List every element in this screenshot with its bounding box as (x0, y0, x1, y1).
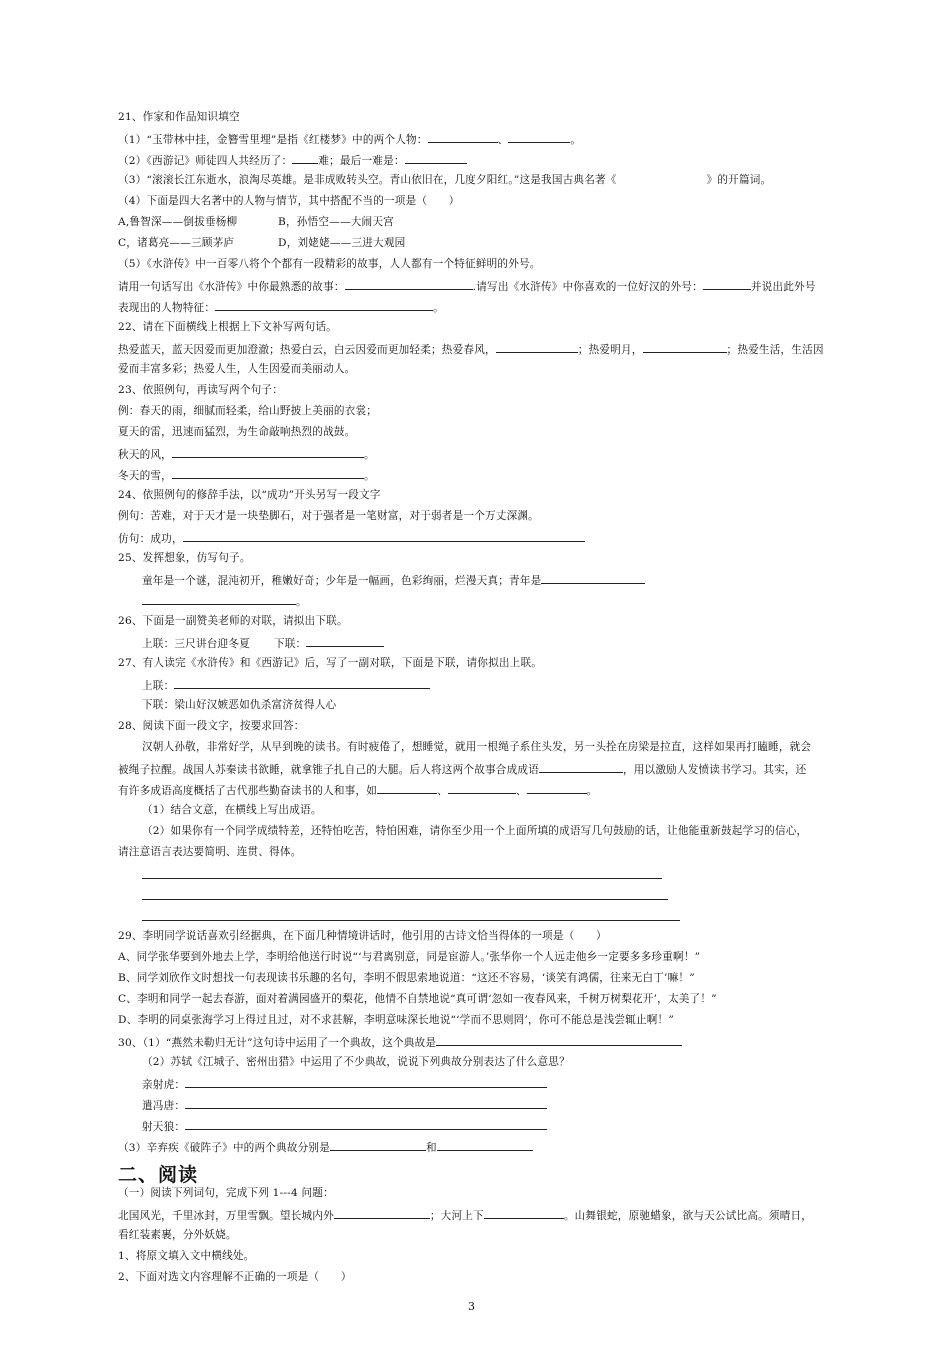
q29-option-c: C、李明和同学一起去春游，面对着满园盛开的梨花，他情不自禁地说“真可谓‘忽如一夜春风来，千树万树梨花开’，太美了！” (118, 993, 717, 1005)
q30-part2: （2）苏轼《江城子、密州出猎》中运用了不少典故，说说下列典故分别表达了什么意思？ (142, 1056, 570, 1068)
reading-line2: 看红装素裹，分外妖娆。 (118, 1229, 237, 1241)
q23-winter: 冬天的雪， 。 (118, 467, 375, 483)
q22-line1: 热爱蓝天，蓝天因爱而更加澄澈；热爱白云，白云因爱而更加轻柔；热爱春风， ；热爱明月， ；热爱生活，生活因 (118, 341, 824, 357)
q21-part1: （1）“玉带林中挂，金簪雪里埋”是指《红楼梦》中的两个人物： 、 。 (118, 131, 581, 147)
q27-title: 27、有人读完《水浒传》和《西游记》后，写了一副对联，下面是下联，请你拟出上联。 (118, 657, 543, 669)
q28-line1: 汉朝人孙敬，非常好学，从早到晚的读书。有时疲倦了，想睡觉，就用一根绳子系住头发，另一头拴在房梁是拉直，这样如果再打瞌睡，就会 (142, 741, 812, 753)
reading-line1: 北国风光，千里冰封，万里雪飘。望长城内外 ；大河上下 。山舞银蛇，原驰蜡象，欲与天公试比高。须晴日， (118, 1207, 812, 1223)
q30-part3: （3）辛弃疾《破阵子》中的两个典故分别是 和 (118, 1139, 533, 1155)
q26-title: 26、下面是一副赞美老师的对联，请拟出下联。 (118, 615, 348, 627)
q30-part1: 30、（1）“燕然未勒归无计”这句诗中运用了一个典故，这个典故是 (118, 1034, 682, 1050)
q21-title: 21、作家和作品知识填空 (118, 111, 240, 123)
q30-tiger: 亲射虎： (142, 1076, 547, 1092)
q21-part4: （4）下面是四大名著中的人物与情节，其中搭配不当的一项是（ ） (118, 195, 460, 207)
q29-option-b: B、同学刘欣作文时想找一句表现读书乐趣的名句，李明不假思索地说道：“这还不容易，‘谈笑有鸿儒，往来无白丁’嘛！” (118, 972, 695, 984)
q24-imitation: 仿句：成功， (118, 530, 585, 546)
q30-wolf: 射天狼： (142, 1118, 547, 1134)
q25-title: 25、发挥想象，仿写句子。 (118, 552, 251, 564)
q21-part3: （3）“滚滚长江东逝水，浪淘尽英雄。是非成败转头空。青山依旧在，几度夕阳红。”这是我国古典名著《 》的开篇词。 (118, 174, 772, 186)
q26-couplet: 上联：三尺讲台迎冬夏 下联： (142, 635, 384, 651)
reading-q2: 2、下面对选文内容理解不正确的一项是（ ） (118, 1271, 352, 1283)
q21-part5: （5）《水浒传》中一百零八将个个都有一段精彩的故事，人人都有一个特征鲜明的外号。 (118, 258, 541, 270)
q22-title: 22、请在下面横线上根据上下文补写两句话。 (118, 321, 337, 333)
q25-line2: 。 (142, 593, 307, 609)
q29-option-d: D、李明的同桌张海学习上得过且过，对不求甚解，李明意味深长地说“‘学而不思则罔’，你可不能总是浅尝辄止啊！” (118, 1014, 674, 1026)
q21-part5-line2: 请用一句话写出《水浒传》中你最熟悉的故事： .请写出《水浒传》中你喜欢的一位好汉的外号： 并说出此外号 (118, 278, 816, 294)
answer-line (142, 899, 668, 900)
q28-sub2: （2）如果你有一个同学成绩特差，还特怕吃苦，特怕困难，请你至少用一个上面所填的成语写几句鼓励的话，让他能重新鼓起学习的信心， (142, 825, 808, 837)
q25-line1: 童年是一个谜，混沌初开，稚嫩好奇；少年是一幅画，色彩绚丽，烂漫天真；青年是 (142, 572, 645, 588)
q22-line2: 爱而丰富多彩；热爱人生，人生因爱而美丽动人。 (118, 363, 356, 375)
q24-title: 24、依照例句的修辞手法，以“成功”开头另写一段文字 (118, 489, 381, 501)
q28-sub2-line2: 请注意语言表达要简明、连贯、得体。 (118, 846, 302, 858)
q28-sub1: （1）结合文意，在横线上写出成语。 (142, 804, 322, 816)
q27-upper: 上联： (142, 677, 430, 693)
q29-option-a: A、同学张华要到外地去上学，李明给他送行时说“‘与君离别意，同是宦游人。’张华你一个人远走他乡一定要多多珍重啊！” (118, 951, 701, 963)
q30-fengtang: 遣冯唐： (142, 1097, 547, 1113)
q29-title: 29、李明同学说话喜欢引经据典，在下面几种情境讲话时，他引用的古诗文恰当得体的一项是（ ） (118, 930, 607, 942)
section-heading: 二、阅读 (118, 1164, 199, 1186)
reading-q1: 1、将原文填入文中横线处。 (118, 1250, 255, 1262)
page-number: 3 (468, 1300, 475, 1313)
q21-part5-line3: 表现出的人物特征： 。 (118, 299, 444, 315)
q27-lower: 下联：梁山好汉嫉恶如仇杀富济贫得人心 (142, 699, 337, 711)
answer-line (142, 878, 662, 879)
q23-example2: 夏天的雷，迅速而猛烈，为生命敲响热烈的战鼓。 (118, 426, 356, 438)
q21-options-cd: C，诸葛亮——三顾茅庐 D，刘姥姥——三进大观园 (118, 237, 406, 249)
q28-line3: 有许多成语高度概括了古代那些勤奋读书的人和事，如 、 、 。 (118, 782, 597, 798)
q24-example: 例句：苦难，对于天才是一块垫脚石，对于强者是一笔财富，对于弱者是一个万丈深渊。 (118, 510, 539, 522)
q28-line2: 被绳子拉醒。战国人苏秦读书欲睡，就拿锥子扎自己的大腿。后人将这两个故事合成成语 ，用以激励人发愤读书学习。其实，还 (118, 761, 806, 777)
q23-autumn: 秋天的风， 。 (118, 446, 375, 462)
q21-options-ab: A,鲁智深——倒拔垂杨柳 B，孙悟空——大闹天宫 (118, 216, 394, 228)
q23-title: 23、依照例句，再读写两个句子： (118, 384, 283, 396)
q23-example1: 例：春天的雨，细腻而轻柔，给山野披上美丽的衣裳； (118, 405, 378, 417)
q28-title: 28、阅读下面一段文字，按要求回答： (118, 720, 305, 732)
answer-line (142, 920, 680, 921)
q21-part2: （2）《西游记》师徒四人共经历了： 难；最后一难是： (118, 152, 467, 168)
reading-intro: （一）阅读下列词句，完成下列 1---4 问题： (118, 1187, 334, 1199)
